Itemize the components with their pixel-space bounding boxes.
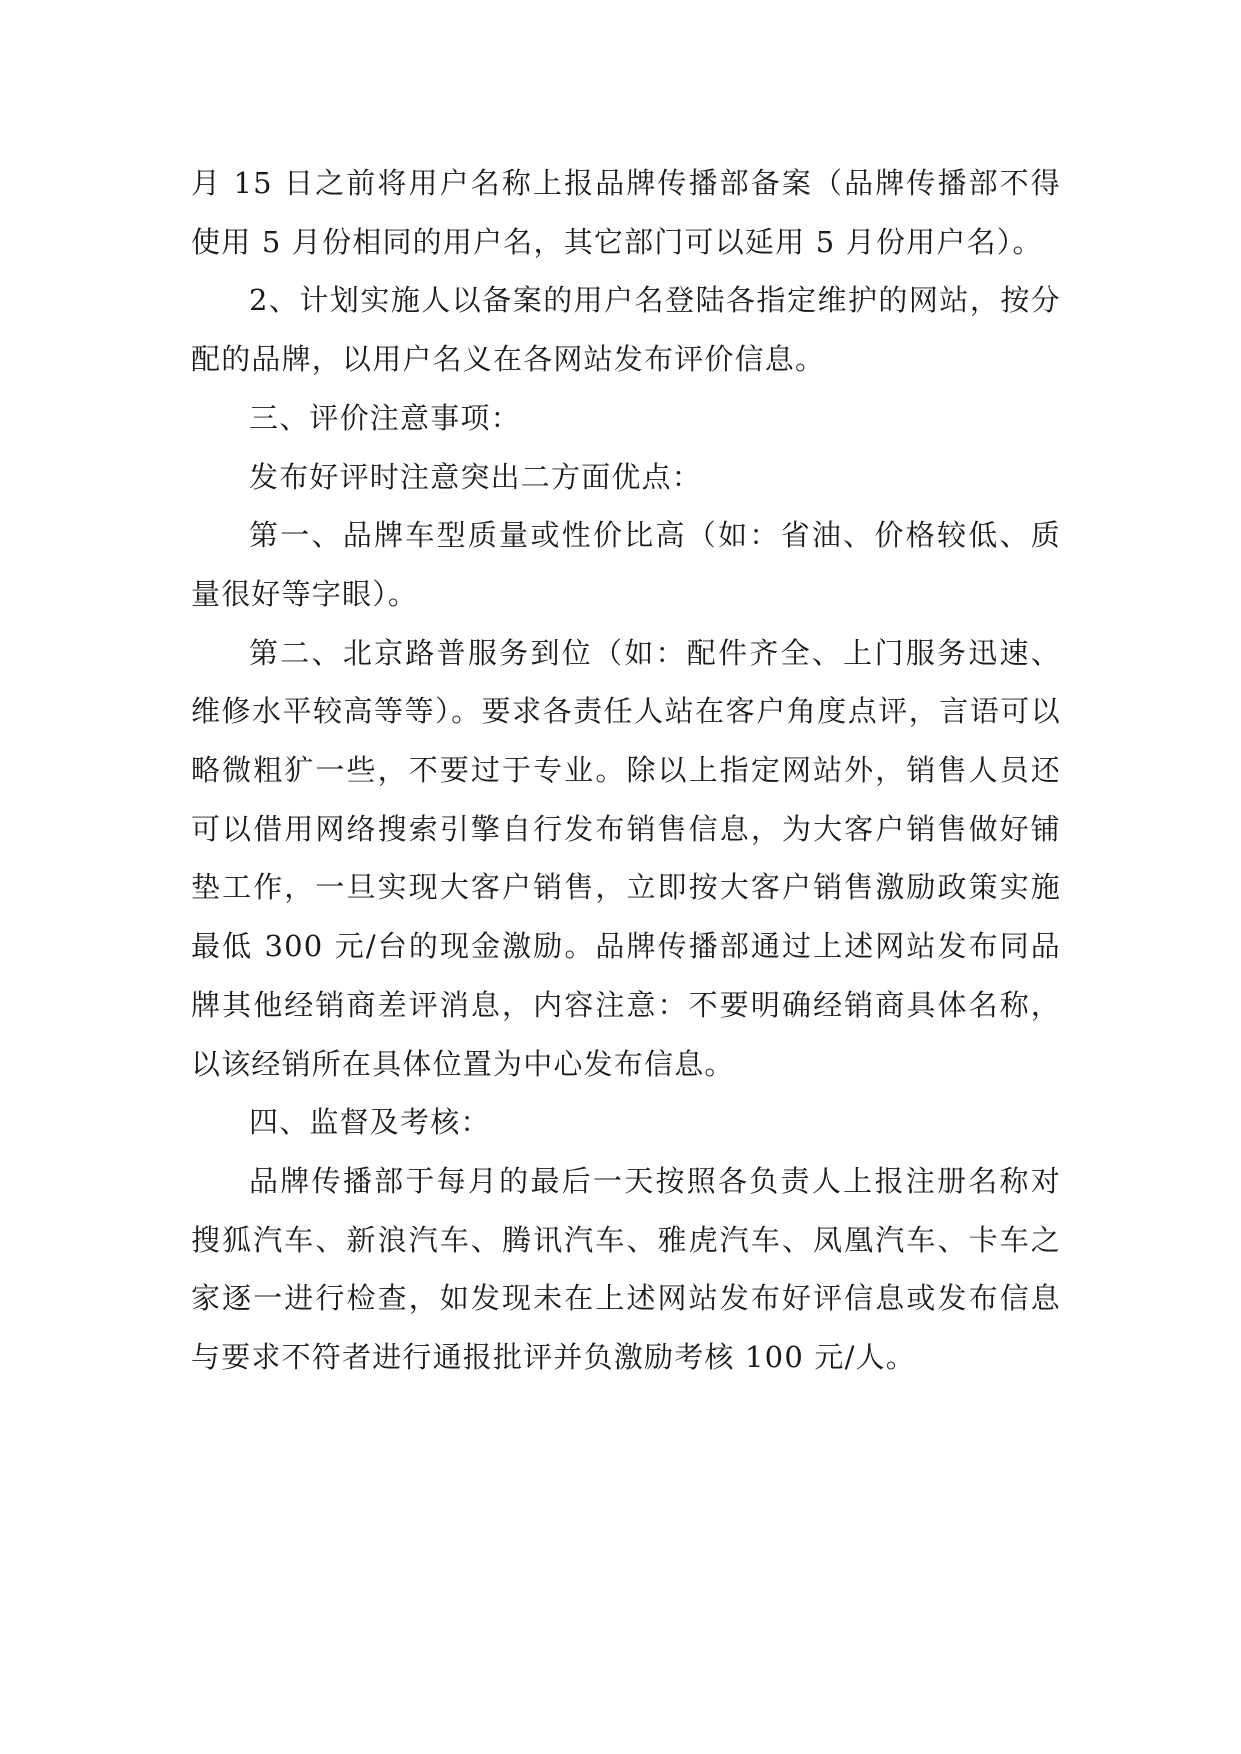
paragraph-plan-implementation: 2、计划实施人以备案的用户名登陆各指定维护的网站，按分配的品牌，以用户名义在各网站发布评价信息。 — [191, 283, 1061, 377]
paragraph-point-two: 第二、北京路普服务到位（如：配件齐全、上门服务迅速、维修水平较高等等）。要求各责任人站在客户角度点评，言语可以略微粗犷一些，不要过于专业。除以上指定网站外，销售人员还可以借用网络搜索引擎自行发布销售信息，为大客户销售做好铺垫工作，一旦实现大客户销售，立即按大客户销售激励政策实施最低 300 元/台的现金激励。品牌传播部通过上述网站发布同品牌其他经销商差评消息，内容注意：不要明确经销商具体名称，以该经销所在具体位置为中心发布信息。 — [191, 635, 1061, 1081]
document-body — [191, 154, 1061, 1387]
section-heading-evaluation-notes: 三、评价注意事项： — [249, 400, 521, 435]
paragraph-supervision-details: 品牌传播部于每月的最后一天按照各负责人上报注册名称对搜狐汽车、新浪汽车、腾讯汽车、雅虎汽车、凤凰汽车、卡车之家逐一进行检查，如发现未在上述网站发布好评信息或发布信息与要求不符者进行通报批评并负激励考核 100 元/人。 — [191, 1163, 1061, 1375]
paragraph-point-one: 第一、品牌车型质量或性价比高（如：省油、价格较低、质量很好等字眼）。 — [191, 518, 1061, 611]
paragraph-continuation: 月 15 日之前将用户名称上报品牌传播部备案（品牌传播部不得使用 5 月份相同的用户名，其它部门可以延用 5 月份用户名）。 — [191, 166, 1061, 259]
paragraph-positive-review-intro: 发布好评时注意突出二方面优点： — [249, 459, 703, 494]
section-heading-supervision: 四、监督及考核： — [249, 1105, 491, 1140]
